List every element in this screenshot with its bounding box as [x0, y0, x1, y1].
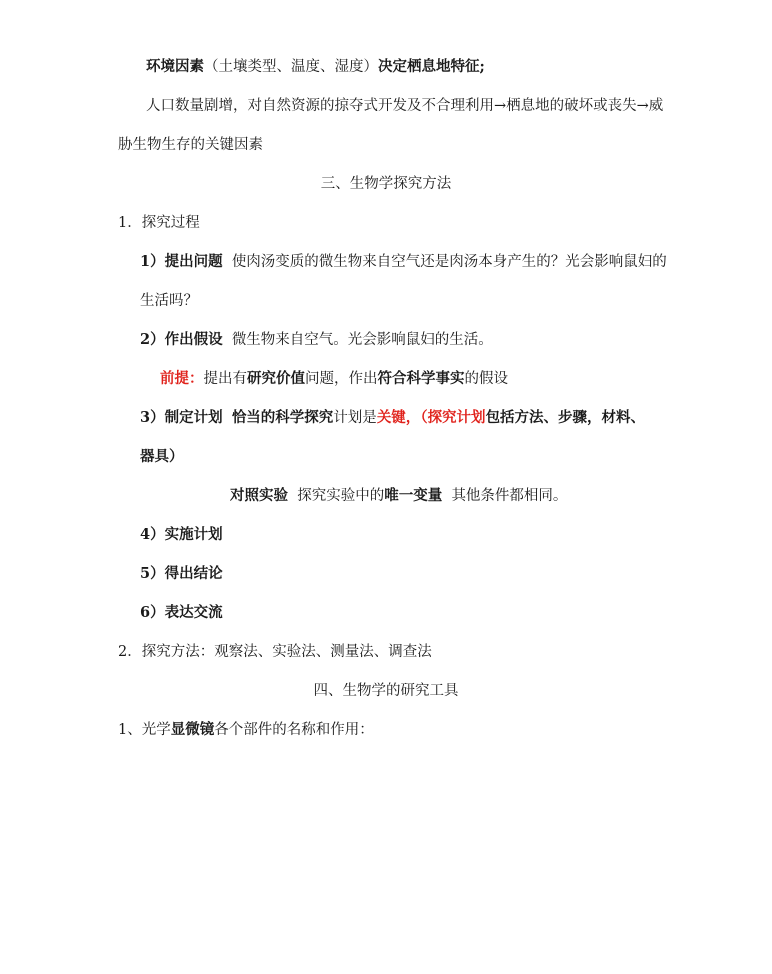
population-line-2: 胁生物生存的关键因素: [118, 137, 263, 153]
premise-line: 前提：提出有研究价值问题，作出符合科学事实的假设: [160, 370, 508, 387]
population-line-1: 人口数量剧增，对自然资源的掠夺式开发及不合理利用→栖息地的破坏或丧失→威: [146, 98, 664, 114]
step-3-line-2: 器具）: [140, 448, 184, 465]
step-1-line-2: 生活吗？: [140, 293, 198, 309]
step-3-line: 3）制定计划 恰当的科学探究计划是关键，（探究计划包括方法、步骤，材料、: [140, 409, 646, 426]
env-factor-line: 环境因素（土壤类型、温度、湿度）决定栖息地特征;: [146, 58, 485, 75]
step-5: 5）得出结论: [140, 565, 223, 582]
step-2-line: 2）作出假设 微生物来自空气。光会影响鼠妇的生活。: [140, 331, 493, 348]
item-1-heading: 1．探究过程: [118, 215, 200, 231]
section-3-title: 三、生物学探究方法: [320, 176, 452, 192]
step-4: 4）实施计划: [140, 526, 223, 543]
item-2-methods: 2．探究方法：观察法、实验法、测量法、调查法: [118, 644, 432, 660]
step-6: 6）表达交流: [140, 604, 223, 621]
control-experiment-line: 对照实验 探究实验中的唯一变量 其他条件都相同。: [230, 487, 568, 504]
microscope-line: 1、光学显微镜各个部件的名称和作用：: [118, 721, 374, 738]
section-4-title: 四、生物学的研究工具: [313, 683, 459, 699]
step-1-line: 1）提出问题 使肉汤变质的微生物来自空气还是肉汤本身产生的？光会影响鼠妇的: [140, 253, 667, 270]
